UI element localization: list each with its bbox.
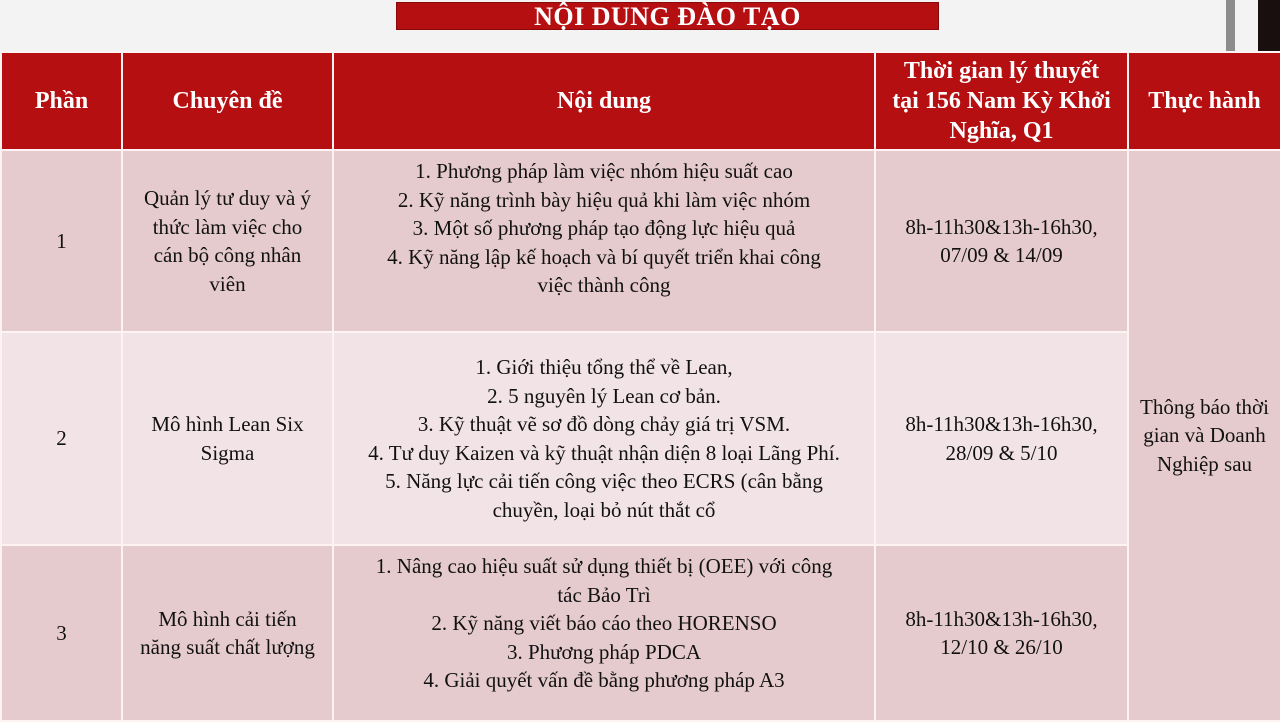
row-content: 1. Phương pháp làm việc nhóm hiệu suất cao 2. Kỹ năng trình bày hiệu quả khi làm việc nhóm 3. Một số phương pháp tạo động lực hiệu quả 4. Kỹ năng lập kế hoạch và bí quyết triển khai công việc thành công [333,150,875,332]
table-row [1,545,1280,721]
table-header-row [1,52,1280,150]
row-theory-time: 8h-11h30&13h-16h30, 12/10 & 26/10 [875,545,1128,721]
header-practice: Thực hành [1128,52,1280,150]
header-content: Nội dung [333,52,875,150]
table-row [1,332,1280,545]
decorative-gray-bar [1226,0,1235,51]
row-topic: Quản lý tư duy và ý thức làm việc cho cán bộ công nhân viên [122,150,333,332]
row-topic: Mô hình Lean Six Sigma [122,332,333,545]
training-content-table [0,51,1280,722]
row-theory-time: 8h-11h30&13h-16h30, 28/09 & 5/10 [875,332,1128,545]
row-theory-time: 8h-11h30&13h-16h30, 07/09 & 14/09 [875,150,1128,332]
page-title: NỘI DUNG ĐÀO TẠO [396,2,939,30]
row-content: 1. Nâng cao hiệu suất sử dụng thiết bị (OEE) với công tác Bảo Trì 2. Kỹ năng viết báo cáo theo HORENSO 3. Phương pháp PDCA 4. Giải quyết vấn đề bằng phương pháp A3 [333,545,875,721]
row-part-number: 1 [1,150,122,332]
row-topic: Mô hình cải tiến năng suất chất lượng [122,545,333,721]
header-topic: Chuyên đề [122,52,333,150]
row-content: 1. Giới thiệu tổng thể về Lean, 2. 5 nguyên lý Lean cơ bản. 3. Kỹ thuật vẽ sơ đồ dòng chảy giá trị VSM. 4. Tư duy Kaizen và kỹ thuật nhận diện 8 loại Lãng Phí. 5. Năng lực cải tiến công việc theo ECRS (cân bằng chuyền, loại bỏ nút thắt cổ [333,332,875,545]
practice-note: Thông báo thời gian và Doanh Nghiệp sau [1128,150,1280,721]
header-part: Phần [1,52,122,150]
row-part-number: 3 [1,545,122,721]
decorative-dark-block [1258,0,1280,51]
header-theory-time: Thời gian lý thuyết tại 156 Nam Kỳ Khởi Nghĩa, Q1 [875,52,1128,150]
row-part-number: 2 [1,332,122,545]
table-row [1,150,1280,332]
